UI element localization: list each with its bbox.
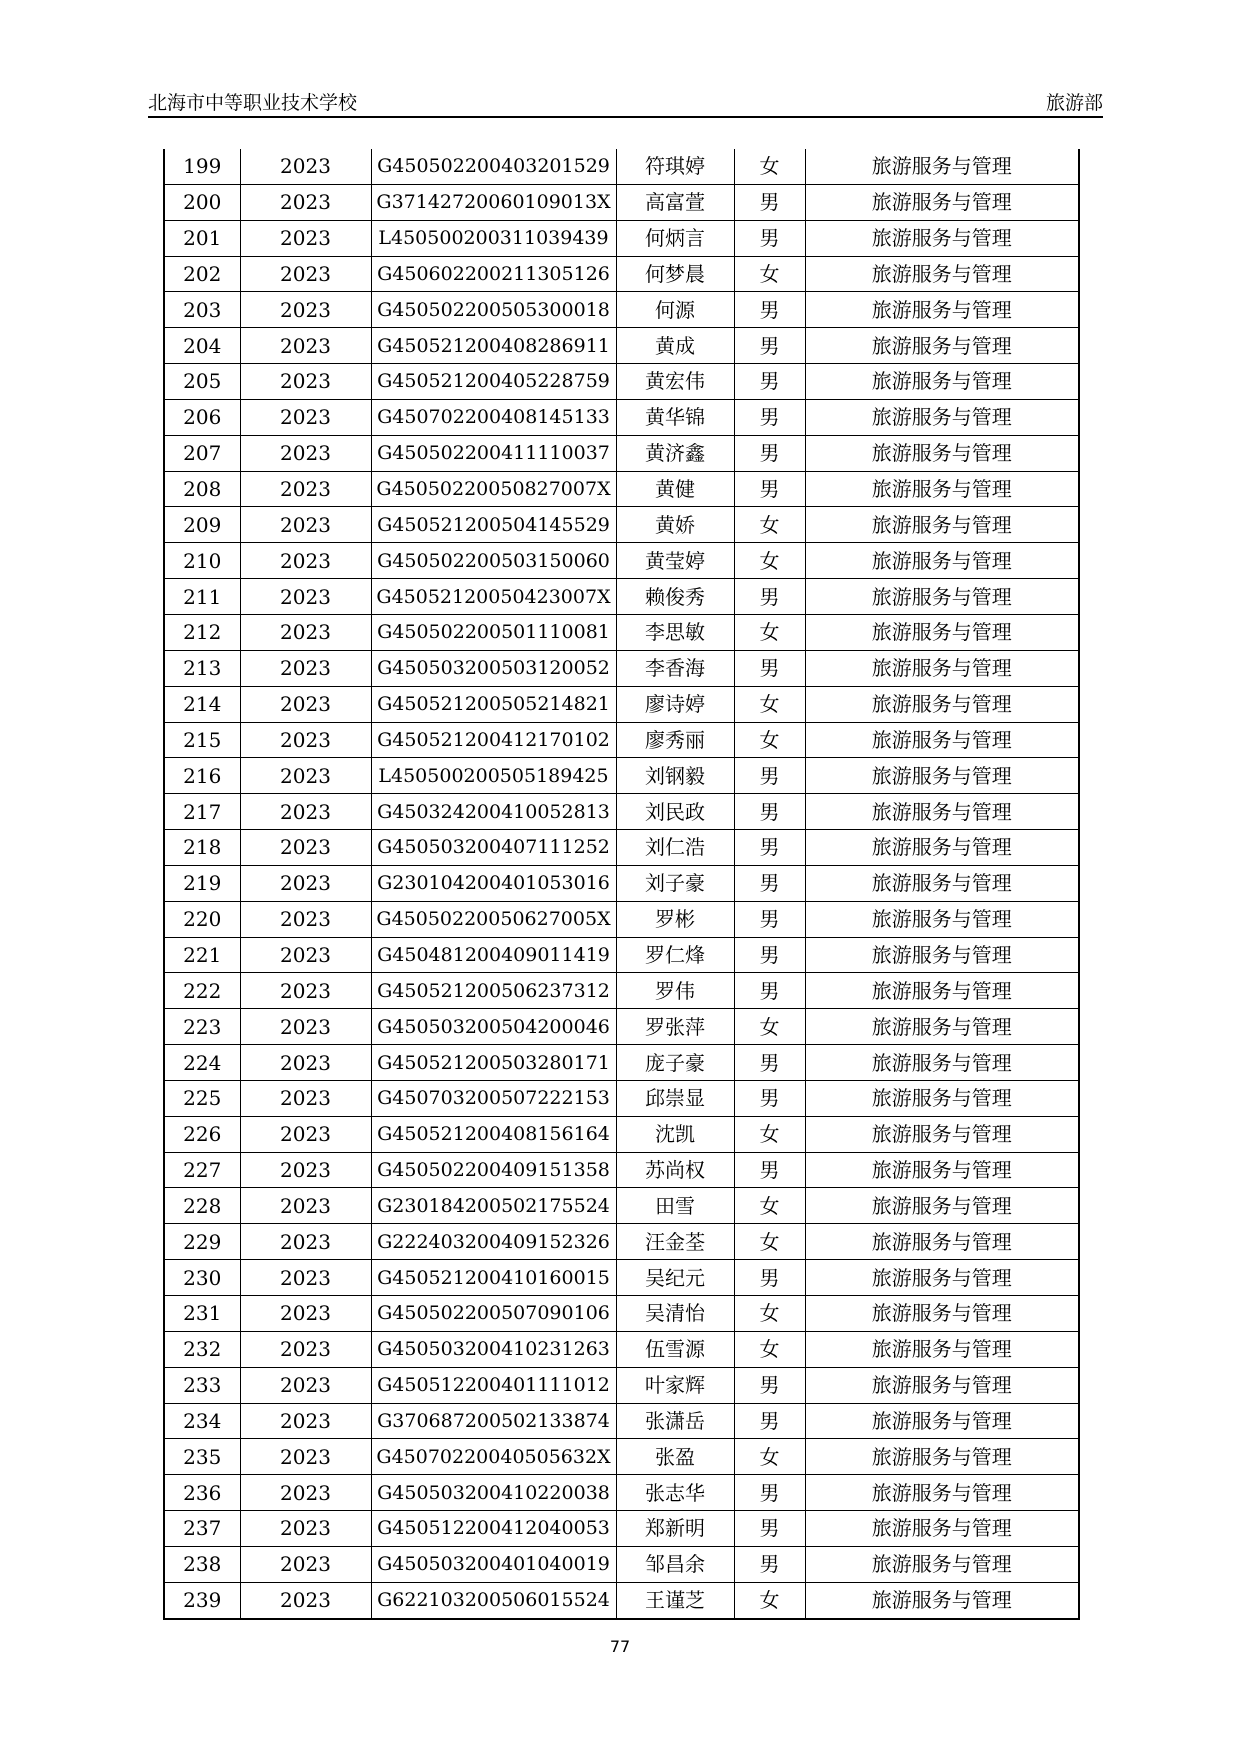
table-row: [164, 1546, 1079, 1582]
gender-cell: 女: [734, 1582, 805, 1618]
enrollment-year-cell: 2023: [240, 758, 371, 794]
enrollment-year-cell: 2023: [240, 901, 371, 937]
student-name-cell: 黄莹婷: [616, 543, 734, 579]
enrollment-year-cell: 2023: [240, 614, 371, 650]
student-id-cell: G450703200507222153: [371, 1080, 616, 1116]
row-number-cell: 201: [164, 220, 240, 256]
row-number-cell: 218: [164, 830, 240, 866]
gender-cell: 男: [734, 1080, 805, 1116]
major-cell: 旅游服务与管理: [805, 1296, 1079, 1332]
student-name-cell: 何梦晨: [616, 256, 734, 292]
table-row: [164, 614, 1079, 650]
major-cell: 旅游服务与管理: [805, 1439, 1079, 1475]
major-cell: 旅游服务与管理: [805, 543, 1079, 579]
student-name-cell: 汪金荃: [616, 1224, 734, 1260]
major-cell: 旅游服务与管理: [805, 364, 1079, 400]
gender-cell: 男: [734, 1152, 805, 1188]
student-name-cell: 高富萱: [616, 184, 734, 220]
student-id-cell: G450502200403201529: [371, 149, 616, 184]
enrollment-year-cell: 2023: [240, 1403, 371, 1439]
major-cell: 旅游服务与管理: [805, 614, 1079, 650]
major-cell: 旅游服务与管理: [805, 794, 1079, 830]
enrollment-year-cell: 2023: [240, 1116, 371, 1152]
student-id-cell: G450503200401040019: [371, 1546, 616, 1582]
row-number-cell: 214: [164, 686, 240, 722]
gender-cell: 男: [734, 471, 805, 507]
gender-cell: 女: [734, 543, 805, 579]
gender-cell: 男: [734, 435, 805, 471]
gender-cell: 男: [734, 1367, 805, 1403]
gender-cell: 男: [734, 292, 805, 328]
table-row: [164, 1224, 1079, 1260]
enrollment-year-cell: 2023: [240, 937, 371, 973]
row-number-cell: 207: [164, 435, 240, 471]
student-name-cell: 李思敏: [616, 614, 734, 650]
student-id-cell: G45050220050827007X: [371, 471, 616, 507]
student-name-cell: 张志华: [616, 1475, 734, 1511]
enrollment-year-cell: 2023: [240, 686, 371, 722]
gender-cell: 男: [734, 220, 805, 256]
row-number-cell: 238: [164, 1546, 240, 1582]
table-row: [164, 184, 1079, 220]
major-cell: 旅游服务与管理: [805, 973, 1079, 1009]
enrollment-year-cell: 2023: [240, 794, 371, 830]
major-cell: 旅游服务与管理: [805, 1152, 1079, 1188]
table-row: [164, 149, 1079, 184]
enrollment-year-cell: 2023: [240, 579, 371, 615]
major-cell: 旅游服务与管理: [805, 579, 1079, 615]
row-number-cell: 222: [164, 973, 240, 1009]
student-name-cell: 罗仁烽: [616, 937, 734, 973]
row-number-cell: 226: [164, 1116, 240, 1152]
enrollment-year-cell: 2023: [240, 220, 371, 256]
student-name-cell: 黄健: [616, 471, 734, 507]
student-name-cell: 刘子豪: [616, 865, 734, 901]
gender-cell: 女: [734, 1009, 805, 1045]
student-id-cell: G230104200401053016: [371, 865, 616, 901]
gender-cell: 男: [734, 1475, 805, 1511]
major-cell: 旅游服务与管理: [805, 1367, 1079, 1403]
major-cell: 旅游服务与管理: [805, 722, 1079, 758]
row-number-cell: 199: [164, 149, 240, 184]
table-row: [164, 901, 1079, 937]
student-id-cell: G450502200501110081: [371, 614, 616, 650]
enrollment-year-cell: 2023: [240, 1080, 371, 1116]
student-name-cell: 黄华锦: [616, 399, 734, 435]
enrollment-year-cell: 2023: [240, 1224, 371, 1260]
enrollment-year-cell: 2023: [240, 1188, 371, 1224]
gender-cell: 男: [734, 794, 805, 830]
gender-cell: 女: [734, 149, 805, 184]
student-id-cell: G450521200506237312: [371, 973, 616, 1009]
student-name-cell: 黄济鑫: [616, 435, 734, 471]
student-id-cell: L450500200505189425: [371, 758, 616, 794]
row-number-cell: 204: [164, 328, 240, 364]
student-id-cell: G450503200410231263: [371, 1331, 616, 1367]
table-row: [164, 256, 1079, 292]
enrollment-year-cell: 2023: [240, 507, 371, 543]
student-id-cell: G450502200411110037: [371, 435, 616, 471]
row-number-cell: 206: [164, 399, 240, 435]
row-number-cell: 223: [164, 1009, 240, 1045]
student-name-cell: 廖诗婷: [616, 686, 734, 722]
row-number-cell: 239: [164, 1582, 240, 1618]
table-row: [164, 794, 1079, 830]
major-cell: 旅游服务与管理: [805, 650, 1079, 686]
student-name-cell: 田雪: [616, 1188, 734, 1224]
student-name-cell: 黄娇: [616, 507, 734, 543]
student-id-cell: G450324200410052813: [371, 794, 616, 830]
table-row: [164, 1475, 1079, 1511]
table-row: [164, 579, 1079, 615]
enrollment-year-cell: 2023: [240, 1009, 371, 1045]
gender-cell: 男: [734, 364, 805, 400]
gender-cell: 男: [734, 901, 805, 937]
table-row: [164, 758, 1079, 794]
student-name-cell: 叶家辉: [616, 1367, 734, 1403]
major-cell: 旅游服务与管理: [805, 937, 1079, 973]
major-cell: 旅游服务与管理: [805, 1403, 1079, 1439]
enrollment-year-cell: 2023: [240, 364, 371, 400]
table-row: [164, 1080, 1079, 1116]
gender-cell: 女: [734, 614, 805, 650]
enrollment-year-cell: 2023: [240, 865, 371, 901]
student-name-cell: 邱崇显: [616, 1080, 734, 1116]
row-number-cell: 224: [164, 1045, 240, 1081]
student-name-cell: 刘民政: [616, 794, 734, 830]
gender-cell: 男: [734, 937, 805, 973]
row-number-cell: 202: [164, 256, 240, 292]
student-name-cell: 廖秀丽: [616, 722, 734, 758]
gender-cell: 女: [734, 1439, 805, 1475]
row-number-cell: 215: [164, 722, 240, 758]
gender-cell: 男: [734, 865, 805, 901]
table-row: [164, 1511, 1079, 1547]
student-id-cell: G450521200503280171: [371, 1045, 616, 1081]
school-name: 北海市中等职业技术学校: [148, 92, 358, 114]
table-row: [164, 471, 1079, 507]
student-id-cell: G450502200409151358: [371, 1152, 616, 1188]
row-number-cell: 235: [164, 1439, 240, 1475]
table-row: [164, 399, 1079, 435]
gender-cell: 男: [734, 399, 805, 435]
major-cell: 旅游服务与管理: [805, 1116, 1079, 1152]
student-id-cell: G450503200503120052: [371, 650, 616, 686]
student-id-cell: G450502200507090106: [371, 1296, 616, 1332]
student-id-cell: G622103200506015524: [371, 1582, 616, 1618]
student-name-cell: 罗张萍: [616, 1009, 734, 1045]
major-cell: 旅游服务与管理: [805, 471, 1079, 507]
major-cell: 旅游服务与管理: [805, 292, 1079, 328]
major-cell: 旅游服务与管理: [805, 1080, 1079, 1116]
enrollment-year-cell: 2023: [240, 184, 371, 220]
student-id-cell: G450702200408145133: [371, 399, 616, 435]
major-cell: 旅游服务与管理: [805, 1224, 1079, 1260]
gender-cell: 女: [734, 1224, 805, 1260]
row-number-cell: 203: [164, 292, 240, 328]
major-cell: 旅游服务与管理: [805, 1546, 1079, 1582]
enrollment-year-cell: 2023: [240, 149, 371, 184]
row-number-cell: 227: [164, 1152, 240, 1188]
gender-cell: 男: [734, 579, 805, 615]
major-cell: 旅游服务与管理: [805, 901, 1079, 937]
table-row: [164, 507, 1079, 543]
row-number-cell: 221: [164, 937, 240, 973]
table-row: [164, 937, 1079, 973]
row-number-cell: 232: [164, 1331, 240, 1367]
student-id-cell: G450503200407111252: [371, 830, 616, 866]
page-header: [148, 86, 1103, 118]
student-id-cell: G450503200410220038: [371, 1475, 616, 1511]
student-name-cell: 符琪婷: [616, 149, 734, 184]
row-number-cell: 210: [164, 543, 240, 579]
student-name-cell: 庞子豪: [616, 1045, 734, 1081]
row-number-cell: 200: [164, 184, 240, 220]
table-row: [164, 1009, 1079, 1045]
student-id-cell: G450521200412170102: [371, 722, 616, 758]
major-cell: 旅游服务与管理: [805, 1582, 1079, 1618]
row-number-cell: 228: [164, 1188, 240, 1224]
student-id-cell: G450602200211305126: [371, 256, 616, 292]
student-id-cell: G450503200504200046: [371, 1009, 616, 1045]
row-number-cell: 209: [164, 507, 240, 543]
student-name-cell: 张盈: [616, 1439, 734, 1475]
student-id-cell: G45052120050423007X: [371, 579, 616, 615]
student-id-cell: G450521200504145529: [371, 507, 616, 543]
major-cell: 旅游服务与管理: [805, 758, 1079, 794]
student-name-cell: 何源: [616, 292, 734, 328]
major-cell: 旅游服务与管理: [805, 1009, 1079, 1045]
row-number-cell: 212: [164, 614, 240, 650]
enrollment-year-cell: 2023: [240, 328, 371, 364]
enrollment-year-cell: 2023: [240, 1045, 371, 1081]
row-number-cell: 213: [164, 650, 240, 686]
major-cell: 旅游服务与管理: [805, 1260, 1079, 1296]
row-number-cell: 230: [164, 1260, 240, 1296]
student-id-cell: L450500200311039439: [371, 220, 616, 256]
gender-cell: 女: [734, 686, 805, 722]
table-row: [164, 1260, 1079, 1296]
student-id-cell: G45050220050627005X: [371, 901, 616, 937]
table-row: [164, 543, 1079, 579]
major-cell: 旅游服务与管理: [805, 220, 1079, 256]
student-id-cell: G450521200408286911: [371, 328, 616, 364]
enrollment-year-cell: 2023: [240, 650, 371, 686]
student-id-cell: G450512200401111012: [371, 1367, 616, 1403]
major-cell: 旅游服务与管理: [805, 435, 1079, 471]
student-id-cell: G450512200412040053: [371, 1511, 616, 1547]
major-cell: 旅游服务与管理: [805, 1045, 1079, 1081]
table-row: [164, 1331, 1079, 1367]
row-number-cell: 233: [164, 1367, 240, 1403]
student-name-cell: 张潇岳: [616, 1403, 734, 1439]
enrollment-year-cell: 2023: [240, 973, 371, 1009]
student-id-cell: G230184200502175524: [371, 1188, 616, 1224]
enrollment-year-cell: 2023: [240, 1331, 371, 1367]
page-number: 77: [609, 1637, 631, 1656]
student-name-cell: 黄宏伟: [616, 364, 734, 400]
gender-cell: 男: [734, 184, 805, 220]
row-number-cell: 225: [164, 1080, 240, 1116]
student-name-cell: 沈凯: [616, 1116, 734, 1152]
student-id-cell: G45070220040505632X: [371, 1439, 616, 1475]
major-cell: 旅游服务与管理: [805, 686, 1079, 722]
student-name-cell: 刘仁浩: [616, 830, 734, 866]
enrollment-year-cell: 2023: [240, 543, 371, 579]
table-row: [164, 1116, 1079, 1152]
gender-cell: 女: [734, 1331, 805, 1367]
student-id-cell: G450502200503150060: [371, 543, 616, 579]
enrollment-year-cell: 2023: [240, 1367, 371, 1403]
gender-cell: 男: [734, 830, 805, 866]
gender-cell: 男: [734, 1260, 805, 1296]
student-id-cell: G222403200409152326: [371, 1224, 616, 1260]
student-name-cell: 李香海: [616, 650, 734, 686]
enrollment-year-cell: 2023: [240, 1439, 371, 1475]
row-number-cell: 208: [164, 471, 240, 507]
major-cell: 旅游服务与管理: [805, 1475, 1079, 1511]
student-id-cell: G450521200410160015: [371, 1260, 616, 1296]
gender-cell: 男: [734, 1403, 805, 1439]
table-row: [164, 1296, 1079, 1332]
gender-cell: 男: [734, 1546, 805, 1582]
table-row: [164, 1403, 1079, 1439]
gender-cell: 女: [734, 507, 805, 543]
row-number-cell: 211: [164, 579, 240, 615]
table-row: [164, 722, 1079, 758]
major-cell: 旅游服务与管理: [805, 328, 1079, 364]
table-row: [164, 328, 1079, 364]
major-cell: 旅游服务与管理: [805, 830, 1079, 866]
enrollment-year-cell: 2023: [240, 722, 371, 758]
table-row: [164, 1152, 1079, 1188]
table-row: [164, 292, 1079, 328]
student-name-cell: 赖俊秀: [616, 579, 734, 615]
row-number-cell: 205: [164, 364, 240, 400]
table-row: [164, 1367, 1079, 1403]
table-row: [164, 650, 1079, 686]
student-name-cell: 罗彬: [616, 901, 734, 937]
student-roster-table: [163, 149, 1080, 1620]
enrollment-year-cell: 2023: [240, 1475, 371, 1511]
table-row: [164, 973, 1079, 1009]
major-cell: 旅游服务与管理: [805, 507, 1079, 543]
student-name-cell: 邹昌余: [616, 1546, 734, 1582]
enrollment-year-cell: 2023: [240, 435, 371, 471]
student-name-cell: 郑新明: [616, 1511, 734, 1547]
student-id-cell: G450521200405228759: [371, 364, 616, 400]
major-cell: 旅游服务与管理: [805, 184, 1079, 220]
enrollment-year-cell: 2023: [240, 1296, 371, 1332]
enrollment-year-cell: 2023: [240, 1582, 371, 1618]
table-row: [164, 220, 1079, 256]
student-name-cell: 王谨芝: [616, 1582, 734, 1618]
enrollment-year-cell: 2023: [240, 471, 371, 507]
major-cell: 旅游服务与管理: [805, 1188, 1079, 1224]
row-number-cell: 234: [164, 1403, 240, 1439]
student-name-cell: 黄成: [616, 328, 734, 364]
table-row: [164, 1188, 1079, 1224]
enrollment-year-cell: 2023: [240, 1260, 371, 1296]
enrollment-year-cell: 2023: [240, 1546, 371, 1582]
gender-cell: 男: [734, 1511, 805, 1547]
enrollment-year-cell: 2023: [240, 1511, 371, 1547]
table-row: [164, 1045, 1079, 1081]
student-name-cell: 刘钢毅: [616, 758, 734, 794]
table-row: [164, 830, 1079, 866]
gender-cell: 男: [734, 758, 805, 794]
major-cell: 旅游服务与管理: [805, 1511, 1079, 1547]
enrollment-year-cell: 2023: [240, 830, 371, 866]
row-number-cell: 236: [164, 1475, 240, 1511]
table-row: [164, 865, 1079, 901]
major-cell: 旅游服务与管理: [805, 1331, 1079, 1367]
student-name-cell: 罗伟: [616, 973, 734, 1009]
table-row: [164, 686, 1079, 722]
row-number-cell: 229: [164, 1224, 240, 1260]
row-number-cell: 219: [164, 865, 240, 901]
enrollment-year-cell: 2023: [240, 1152, 371, 1188]
row-number-cell: 220: [164, 901, 240, 937]
student-id-cell: G370687200502133874: [371, 1403, 616, 1439]
student-id-cell: G37142720060109013X: [371, 184, 616, 220]
gender-cell: 男: [734, 1045, 805, 1081]
table-row: [164, 1439, 1079, 1475]
gender-cell: 男: [734, 650, 805, 686]
enrollment-year-cell: 2023: [240, 292, 371, 328]
student-name-cell: 伍雪源: [616, 1331, 734, 1367]
gender-cell: 女: [734, 256, 805, 292]
gender-cell: 女: [734, 1188, 805, 1224]
table-row: [164, 1582, 1079, 1618]
gender-cell: 男: [734, 328, 805, 364]
enrollment-year-cell: 2023: [240, 256, 371, 292]
student-name-cell: 吴清怡: [616, 1296, 734, 1332]
student-name-cell: 苏尚权: [616, 1152, 734, 1188]
major-cell: 旅游服务与管理: [805, 865, 1079, 901]
table-row: [164, 364, 1079, 400]
enrollment-year-cell: 2023: [240, 399, 371, 435]
gender-cell: 男: [734, 973, 805, 1009]
student-name-cell: 吴纪元: [616, 1260, 734, 1296]
major-cell: 旅游服务与管理: [805, 399, 1079, 435]
table-row: [164, 435, 1079, 471]
roster-body: [164, 149, 1079, 1619]
row-number-cell: 217: [164, 794, 240, 830]
major-cell: 旅游服务与管理: [805, 149, 1079, 184]
row-number-cell: 231: [164, 1296, 240, 1332]
student-name-cell: 何炳言: [616, 220, 734, 256]
row-number-cell: 237: [164, 1511, 240, 1547]
row-number-cell: 216: [164, 758, 240, 794]
student-id-cell: G450521200408156164: [371, 1116, 616, 1152]
student-id-cell: G450481200409011419: [371, 937, 616, 973]
gender-cell: 女: [734, 1296, 805, 1332]
student-id-cell: G450521200505214821: [371, 686, 616, 722]
department-name: 旅游部: [1045, 92, 1103, 114]
gender-cell: 女: [734, 722, 805, 758]
major-cell: 旅游服务与管理: [805, 256, 1079, 292]
gender-cell: 女: [734, 1116, 805, 1152]
student-id-cell: G450502200505300018: [371, 292, 616, 328]
